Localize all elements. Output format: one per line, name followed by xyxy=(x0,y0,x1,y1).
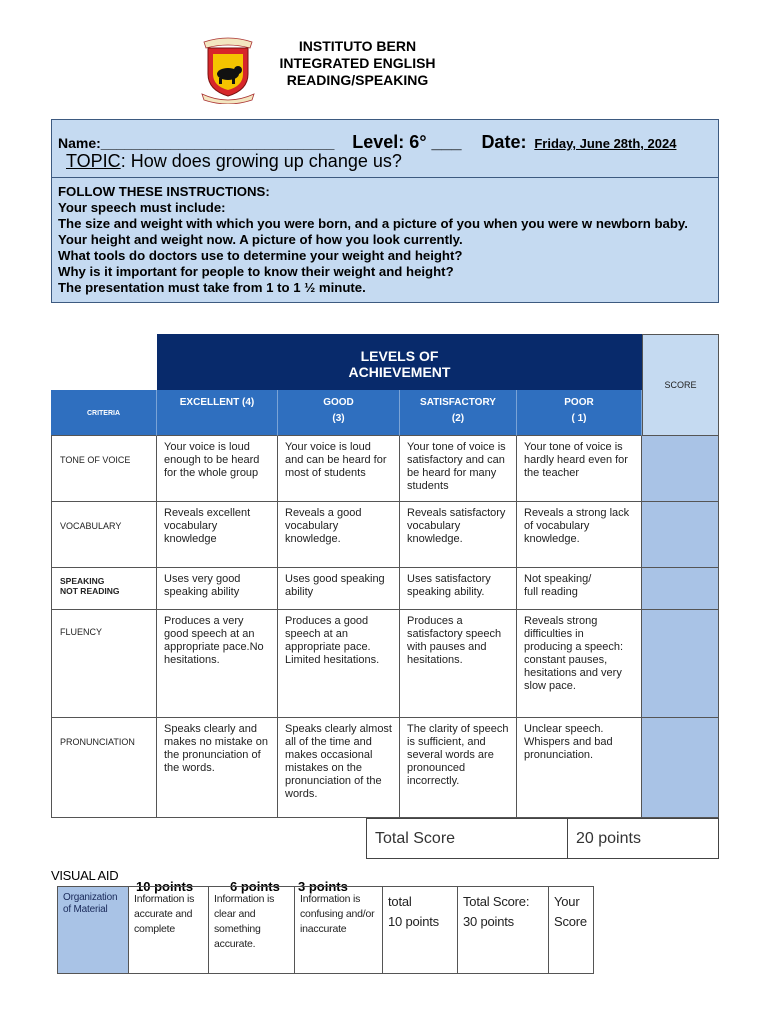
instruction-line: The presentation must take from 1 to 1 ½ minute. xyxy=(58,280,366,295)
score-cell[interactable] xyxy=(642,436,719,502)
level-field[interactable]: Level: 6° ___ xyxy=(352,132,462,152)
date-value: Friday, June 28th, 2024 xyxy=(534,136,677,151)
speaking-rubric-table xyxy=(51,334,719,818)
info-divider xyxy=(52,177,718,178)
rubric-cell: Speaks clearly almost all of the time and makes occasional mistakes on the pronunciation of the words. xyxy=(278,718,400,818)
score-header: SCORE xyxy=(642,334,719,436)
rubric-cell: The clarity of speech is sufficient, and several words are pronounced incorrectly. xyxy=(400,718,517,818)
rubric-cell: Reveals a good vocabulary knowledge. xyxy=(278,502,400,568)
levels-of-achievement-header: LEVELS OF ACHIEVEMENT xyxy=(157,334,642,390)
rubric-cell: Reveals a strong lack of vocabulary knowledge. xyxy=(517,502,642,568)
school-crest-logo xyxy=(198,36,258,104)
rubric-cell: Produces a very good speech at an appropriate pace.No hesitations. xyxy=(157,610,278,718)
instruction-line: FOLLOW THESE INSTRUCTIONS: xyxy=(58,184,270,199)
visual-aid-cell: Information is confusing and/or inaccurate xyxy=(294,886,383,974)
visual-aid-total: total 10 points xyxy=(382,886,458,974)
score-cell[interactable] xyxy=(642,568,719,610)
points-6: 6 points xyxy=(230,879,280,894)
visual-aid-cell: Information is accurate and complete xyxy=(128,886,209,974)
level-header-satisfactory: SATISFACTORY (2) xyxy=(400,390,517,436)
instruction-line: Why is it important for people to know their weight and height? xyxy=(58,264,454,279)
points-3: 3 points xyxy=(298,879,348,894)
rubric-cell: Reveals strong difficulties in producing a speech: constant pauses, hesitations and very slow pace. xyxy=(517,610,642,718)
student-info-box xyxy=(51,119,719,303)
level-header-excellent: EXCELLENT (4) xyxy=(157,390,278,436)
score-cell[interactable] xyxy=(642,502,719,568)
instruction-line: The size and weight with which you were born, and a picture of you when you were w newborn baby. xyxy=(58,216,688,231)
criterion-fluency: FLUENCY xyxy=(51,610,157,718)
instructions xyxy=(58,184,688,296)
instruction-line: Your speech must include: xyxy=(58,200,226,215)
points-10: 10 points xyxy=(136,879,194,894)
criterion-pronunciation: PRONUNCIATION xyxy=(51,718,157,818)
rubric-cell: Unclear speech. Whispers and bad pronunciation. xyxy=(517,718,642,818)
visual-aid-title: VISUAL AID xyxy=(51,868,119,883)
rubric-cell: Your voice is loud and can be heard for most of students xyxy=(278,436,400,502)
rubric-cell: Not speaking/ full reading xyxy=(517,568,642,610)
criterion-speaking-not-reading: SPEAKING NOT READING xyxy=(51,568,157,610)
criterion-organization-of-material: Organization of Material xyxy=(57,886,129,974)
total-score-label: Total Score xyxy=(366,818,568,859)
instruction-line: What tools do doctors use to determine your weight and height? xyxy=(58,248,463,263)
course-subtitle: READING/SPEAKING xyxy=(286,72,429,88)
rubric-cell: Reveals satisfactory vocabulary knowledge. xyxy=(400,502,517,568)
level-header-good: GOOD (3) xyxy=(278,390,400,436)
name-level-date-row xyxy=(58,132,676,153)
school-name: INSTITUTO BERN xyxy=(298,38,417,54)
visual-aid-cell: Information is clear and something accurate. xyxy=(208,886,295,974)
topic-label: TOPIC xyxy=(66,151,121,171)
topic-line xyxy=(66,151,402,172)
date-label: Date: xyxy=(481,132,527,152)
visual-aid-total-score: Total Score: 30 points xyxy=(457,886,549,974)
visual-aid-your-score[interactable]: Your Score xyxy=(548,886,594,974)
criterion-vocabulary: VOCABULARY xyxy=(51,502,157,568)
topic-text: : How does growing up change us? xyxy=(120,151,402,171)
rubric-cell: Your tone of voice is satisfactory and can be heard for many students xyxy=(400,436,517,502)
rubric-cell: Reveals excellent vocabulary knowledge xyxy=(157,502,278,568)
rubric-cell: Your tone of voice is hardly heard even for the teacher xyxy=(517,436,642,502)
rubric-cell: Uses good speaking ability xyxy=(278,568,400,610)
score-cell[interactable] xyxy=(642,718,719,818)
course-title: INTEGRATED ENGLISH xyxy=(279,55,436,71)
level-header-poor: POOR ( 1) xyxy=(517,390,642,436)
instruction-line: Your height and weight now. A picture of how you look currently. xyxy=(58,232,463,247)
criterion-tone-of-voice: TONE OF VOICE xyxy=(51,436,157,502)
rubric-cell: Speaks clearly and makes no mistake on the pronunciation of the words. xyxy=(157,718,278,818)
rubric-cell: Your voice is loud enough to be heard for the whole group xyxy=(157,436,278,502)
score-cell[interactable] xyxy=(642,610,719,718)
total-score-value: 20 points xyxy=(567,818,719,859)
rubric-cell: Produces a satisfactory speech with pauses and hesitations. xyxy=(400,610,517,718)
criteria-header: CRITERIA xyxy=(51,390,157,436)
name-field[interactable]: Name:______________________________ xyxy=(58,135,335,151)
rubric-cell: Uses very good speaking ability xyxy=(157,568,278,610)
rubric-cell: Uses satisfactory speaking ability. xyxy=(400,568,517,610)
rubric-cell: Produces a good speech at an appropriate pace. Limited hesitations. xyxy=(278,610,400,718)
